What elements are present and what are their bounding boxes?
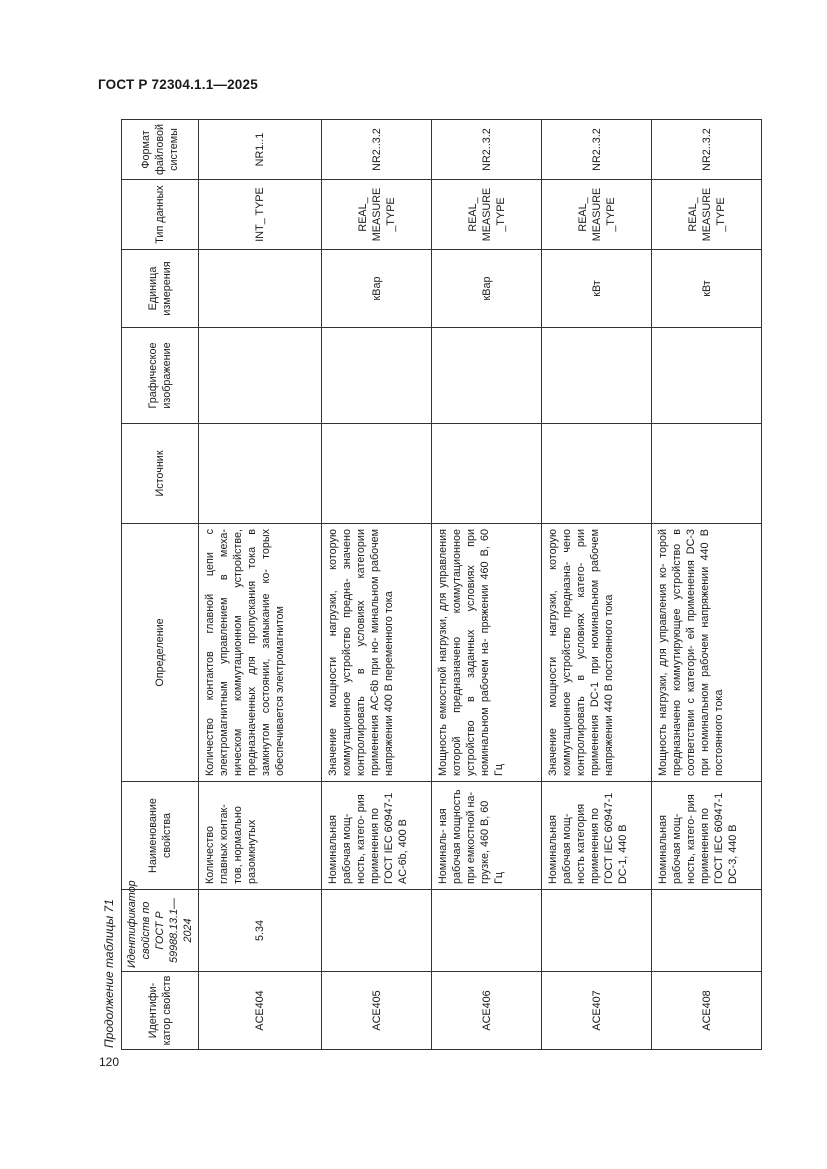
page-number: 120	[99, 1055, 120, 1069]
cell-data-type: REAL_ MEASURE _TYPE	[322, 180, 432, 250]
col-header-name: Наименование свойства	[122, 782, 199, 890]
cell-gost-id	[542, 890, 652, 972]
cell-name: Номинальная рабочая мощ- ность, катего- рия применения по ГОСТ IEC 60947-1 DC-3, 440 В	[652, 782, 762, 890]
cell-data-type: REAL_ MEASURE _TYPE	[652, 180, 762, 250]
cell-name: Номинальная рабочая мощ- ность, катего- рия применения по ГОСТ IEC 60947-1 AC-6b, 400 В	[322, 782, 432, 890]
table-row	[542, 120, 652, 1050]
cell-graphic	[199, 328, 322, 424]
col-header-definition: Определение	[122, 524, 199, 782]
cell-format: NR2..3.2	[432, 120, 542, 180]
col-header-graphic: Графическое изображение	[122, 328, 199, 424]
cell-format: NR1..1	[199, 120, 322, 180]
cell-unit: кВар	[322, 250, 432, 328]
table-row	[432, 120, 542, 1050]
cell-format: NR2..3.2	[652, 120, 762, 180]
col-header-data-type: Тип данных	[122, 180, 199, 250]
cell-data-type: INT_ TYPE	[199, 180, 322, 250]
cell-graphic	[542, 328, 652, 424]
table-row	[322, 120, 432, 1050]
cell-source	[652, 424, 762, 524]
cell-unit	[199, 250, 322, 328]
cell-source	[432, 424, 542, 524]
cell-definition: Количество контактов главной цепи с электромагнитным управлением в меха- ническом коммутационном устройстве, предназначенных для пропускания тока в замкнутом состоянии, замыкание ко- торых обеспечивается электромагнитом	[199, 524, 322, 782]
cell-graphic	[432, 328, 542, 424]
col-header-format: Формат файловой системы	[122, 120, 199, 180]
cell-id: ACE406	[432, 972, 542, 1050]
cell-unit: кВт	[542, 250, 652, 328]
cell-format: NR2..3.2	[542, 120, 652, 180]
cell-gost-id	[322, 890, 432, 972]
cell-id: ACE408	[652, 972, 762, 1050]
table-caption: Продолжение таблицы 71	[102, 899, 116, 1048]
rotated-table-page	[97, 120, 740, 1050]
cell-data-type: REAL_ MEASURE _TYPE	[432, 180, 542, 250]
cell-definition: Мощность емкостной нагрузки, для управления которой предназначено коммутационное устройство в заданных условиях при номинальном рабочем на- пряжении 460 В, 60 Гц	[432, 524, 542, 782]
cell-gost-id: 5.34	[199, 890, 322, 972]
cell-source	[322, 424, 432, 524]
cell-source	[542, 424, 652, 524]
col-header-id: Идентифи- катор свойств	[122, 972, 199, 1050]
cell-definition: Значение мощности нагрузки, которую коммутационное устройство предназна- чено контролировать в условиях катего- рии применения DC-1 при номинальном рабочем напряжении 440 В постоянного тока	[542, 524, 652, 782]
table-header-row	[122, 120, 199, 1050]
cell-definition: Значение мощности нагрузки, которую коммутационное устройство предна- значено контролировать в условиях категории применения AC-6b при но- минальном рабочем напряжении 400 В переменного тока	[322, 524, 432, 782]
col-header-gost-id: Идентификатор свойств по ГОСТ Р 59988.13.1—2024	[122, 890, 199, 972]
cell-data-type: REAL_ MEASURE _TYPE	[542, 180, 652, 250]
col-header-source: Источник	[122, 424, 199, 524]
cell-id: ACE404	[199, 972, 322, 1050]
cell-unit: кВар	[432, 250, 542, 328]
cell-id: ACE405	[322, 972, 432, 1050]
table-row	[652, 120, 762, 1050]
cell-name: Номинальная рабочая мощ- ность категория применения по ГОСТ IEC 60947-1 DC-1, 440 В	[542, 782, 652, 890]
col-header-unit: Единица измерения	[122, 250, 199, 328]
cell-gost-id	[652, 890, 762, 972]
cell-definition: Мощность нагрузки, для управления ко- торой предназначено коммутирующее устройство в соответствии с категори- ей применения DC-3 при номинальном рабочем напряжении 440 В постоянного тока	[652, 524, 762, 782]
cell-gost-id	[432, 890, 542, 972]
cell-unit: кВт	[652, 250, 762, 328]
cell-format: NR2..3.2	[322, 120, 432, 180]
cell-source	[199, 424, 322, 524]
cell-id: ACE407	[542, 972, 652, 1050]
document-title: ГОСТ Р 72304.1.1—2025	[98, 77, 258, 92]
cell-name: Номиналь- ная рабочая мощность при емкостной на- грузке, 460 В, 60 Гц	[432, 782, 542, 890]
cell-graphic	[322, 328, 432, 424]
properties-table	[121, 119, 762, 1050]
cell-name: Количество главных контак- тов, нормально разомкнутых	[199, 782, 322, 890]
table-row	[199, 120, 322, 1050]
cell-graphic	[652, 328, 762, 424]
